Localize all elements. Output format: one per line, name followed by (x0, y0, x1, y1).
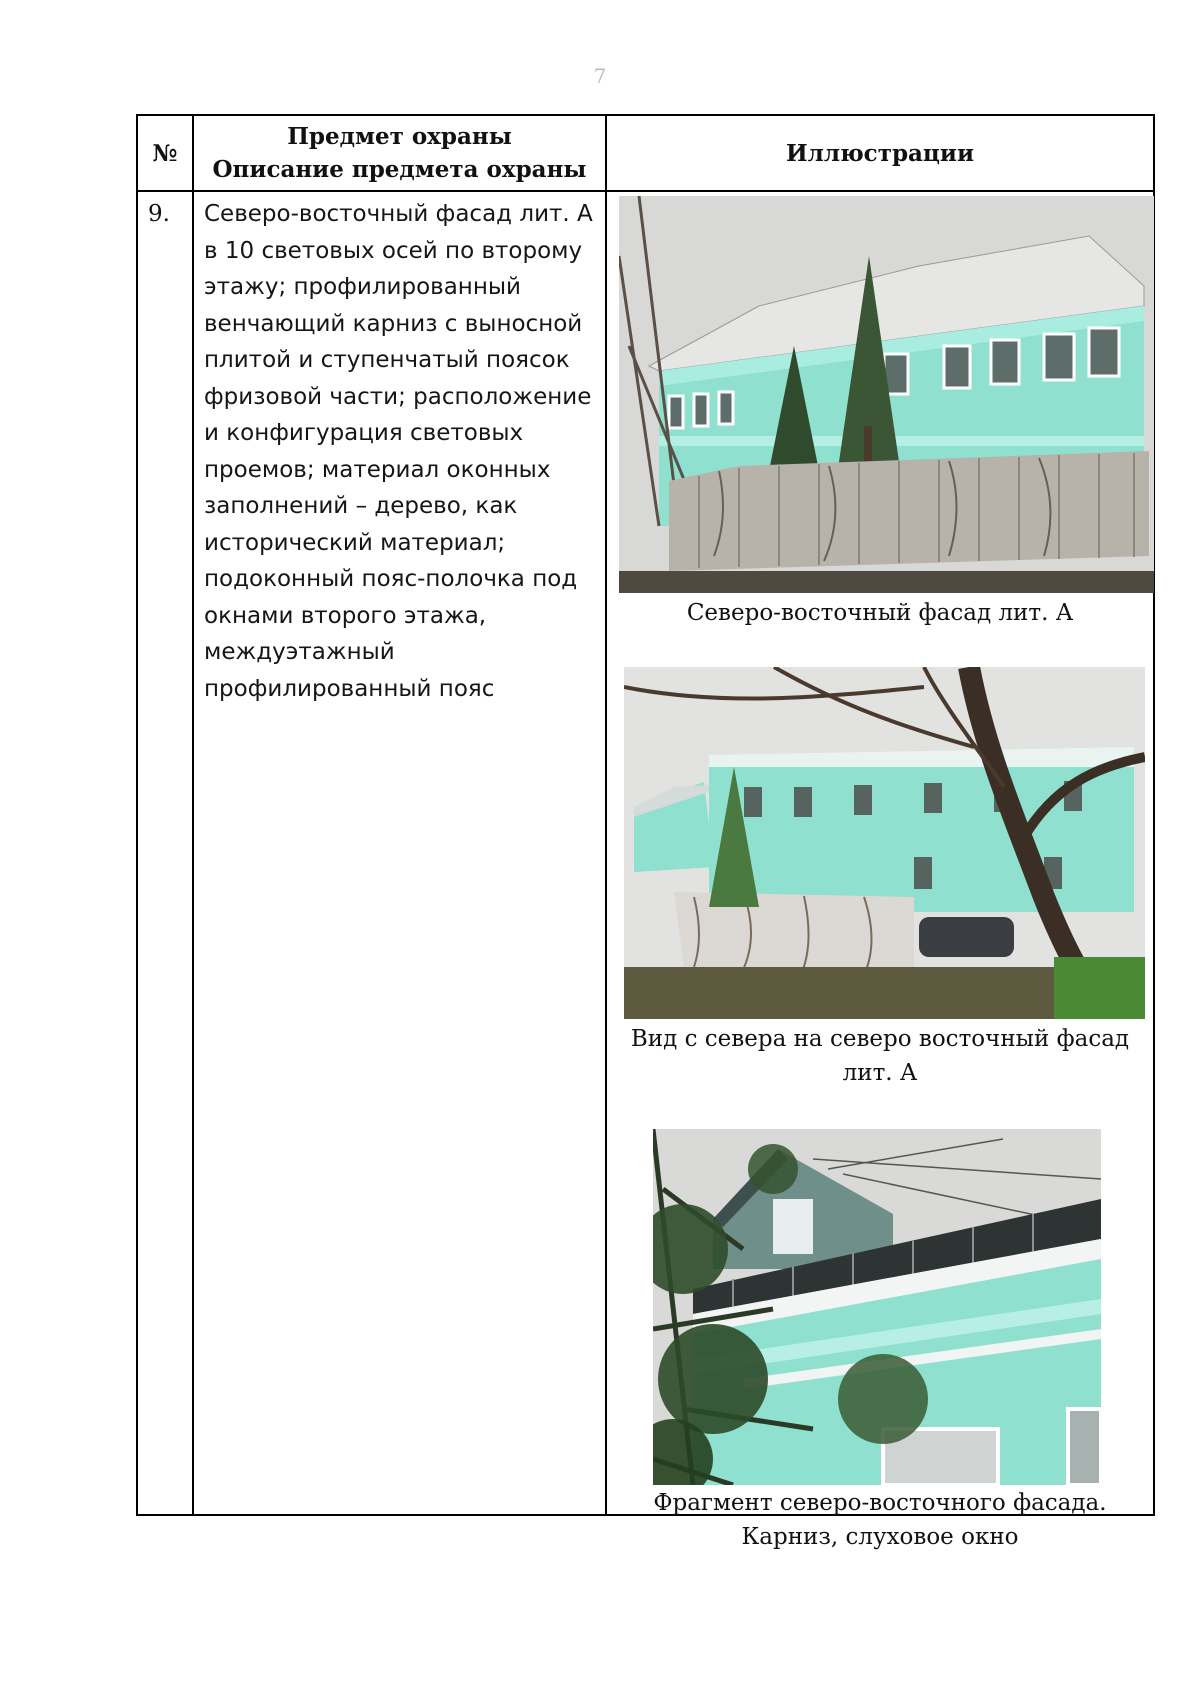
photo-caption-3-text: Фрагмент северо-восточного фасада. Карниз, слуховое окно (653, 1490, 1107, 1550)
row-number: 9. (137, 191, 193, 1515)
table-header-row (137, 115, 1154, 191)
header-number: № (137, 115, 193, 191)
photo-cornice-fragment (653, 1129, 1101, 1485)
row-description: Северо-восточный фасад лит. А в 10 световых осей по второму этажу; профилированный венчающий карниз с выносной плитой и ступенчатый поясок фризовой части; расположение и конфигурация световых проемов; материал оконных заполнений – дерево, как исторический материал; подоконный пояс-полочка под окнами второго этажа, междуэтажный профилированный пояс (193, 191, 606, 1515)
page-number: 7 (593, 64, 607, 88)
header-subject-title: Предмет охраны (287, 123, 512, 150)
header-illustrations: Иллюстрации (606, 115, 1154, 191)
photo-caption-1: Северо-восточный фасад лит. А (686, 600, 1074, 626)
photo-caption-2-text: Вид с севера на северо восточный фасад лит. А (630, 1026, 1130, 1086)
row-illustrations (606, 191, 1154, 1550)
table-row (137, 191, 1154, 1515)
photo-caption-3 (607, 1486, 1153, 1554)
photo-caption-2 (607, 1022, 1153, 1090)
header-subject-description: Описание предмета охраны (212, 156, 587, 183)
photo-northeast-facade (619, 196, 1154, 593)
header-subject (193, 115, 606, 191)
protection-table (136, 114, 1155, 1550)
photo-view-from-north (624, 667, 1145, 1019)
